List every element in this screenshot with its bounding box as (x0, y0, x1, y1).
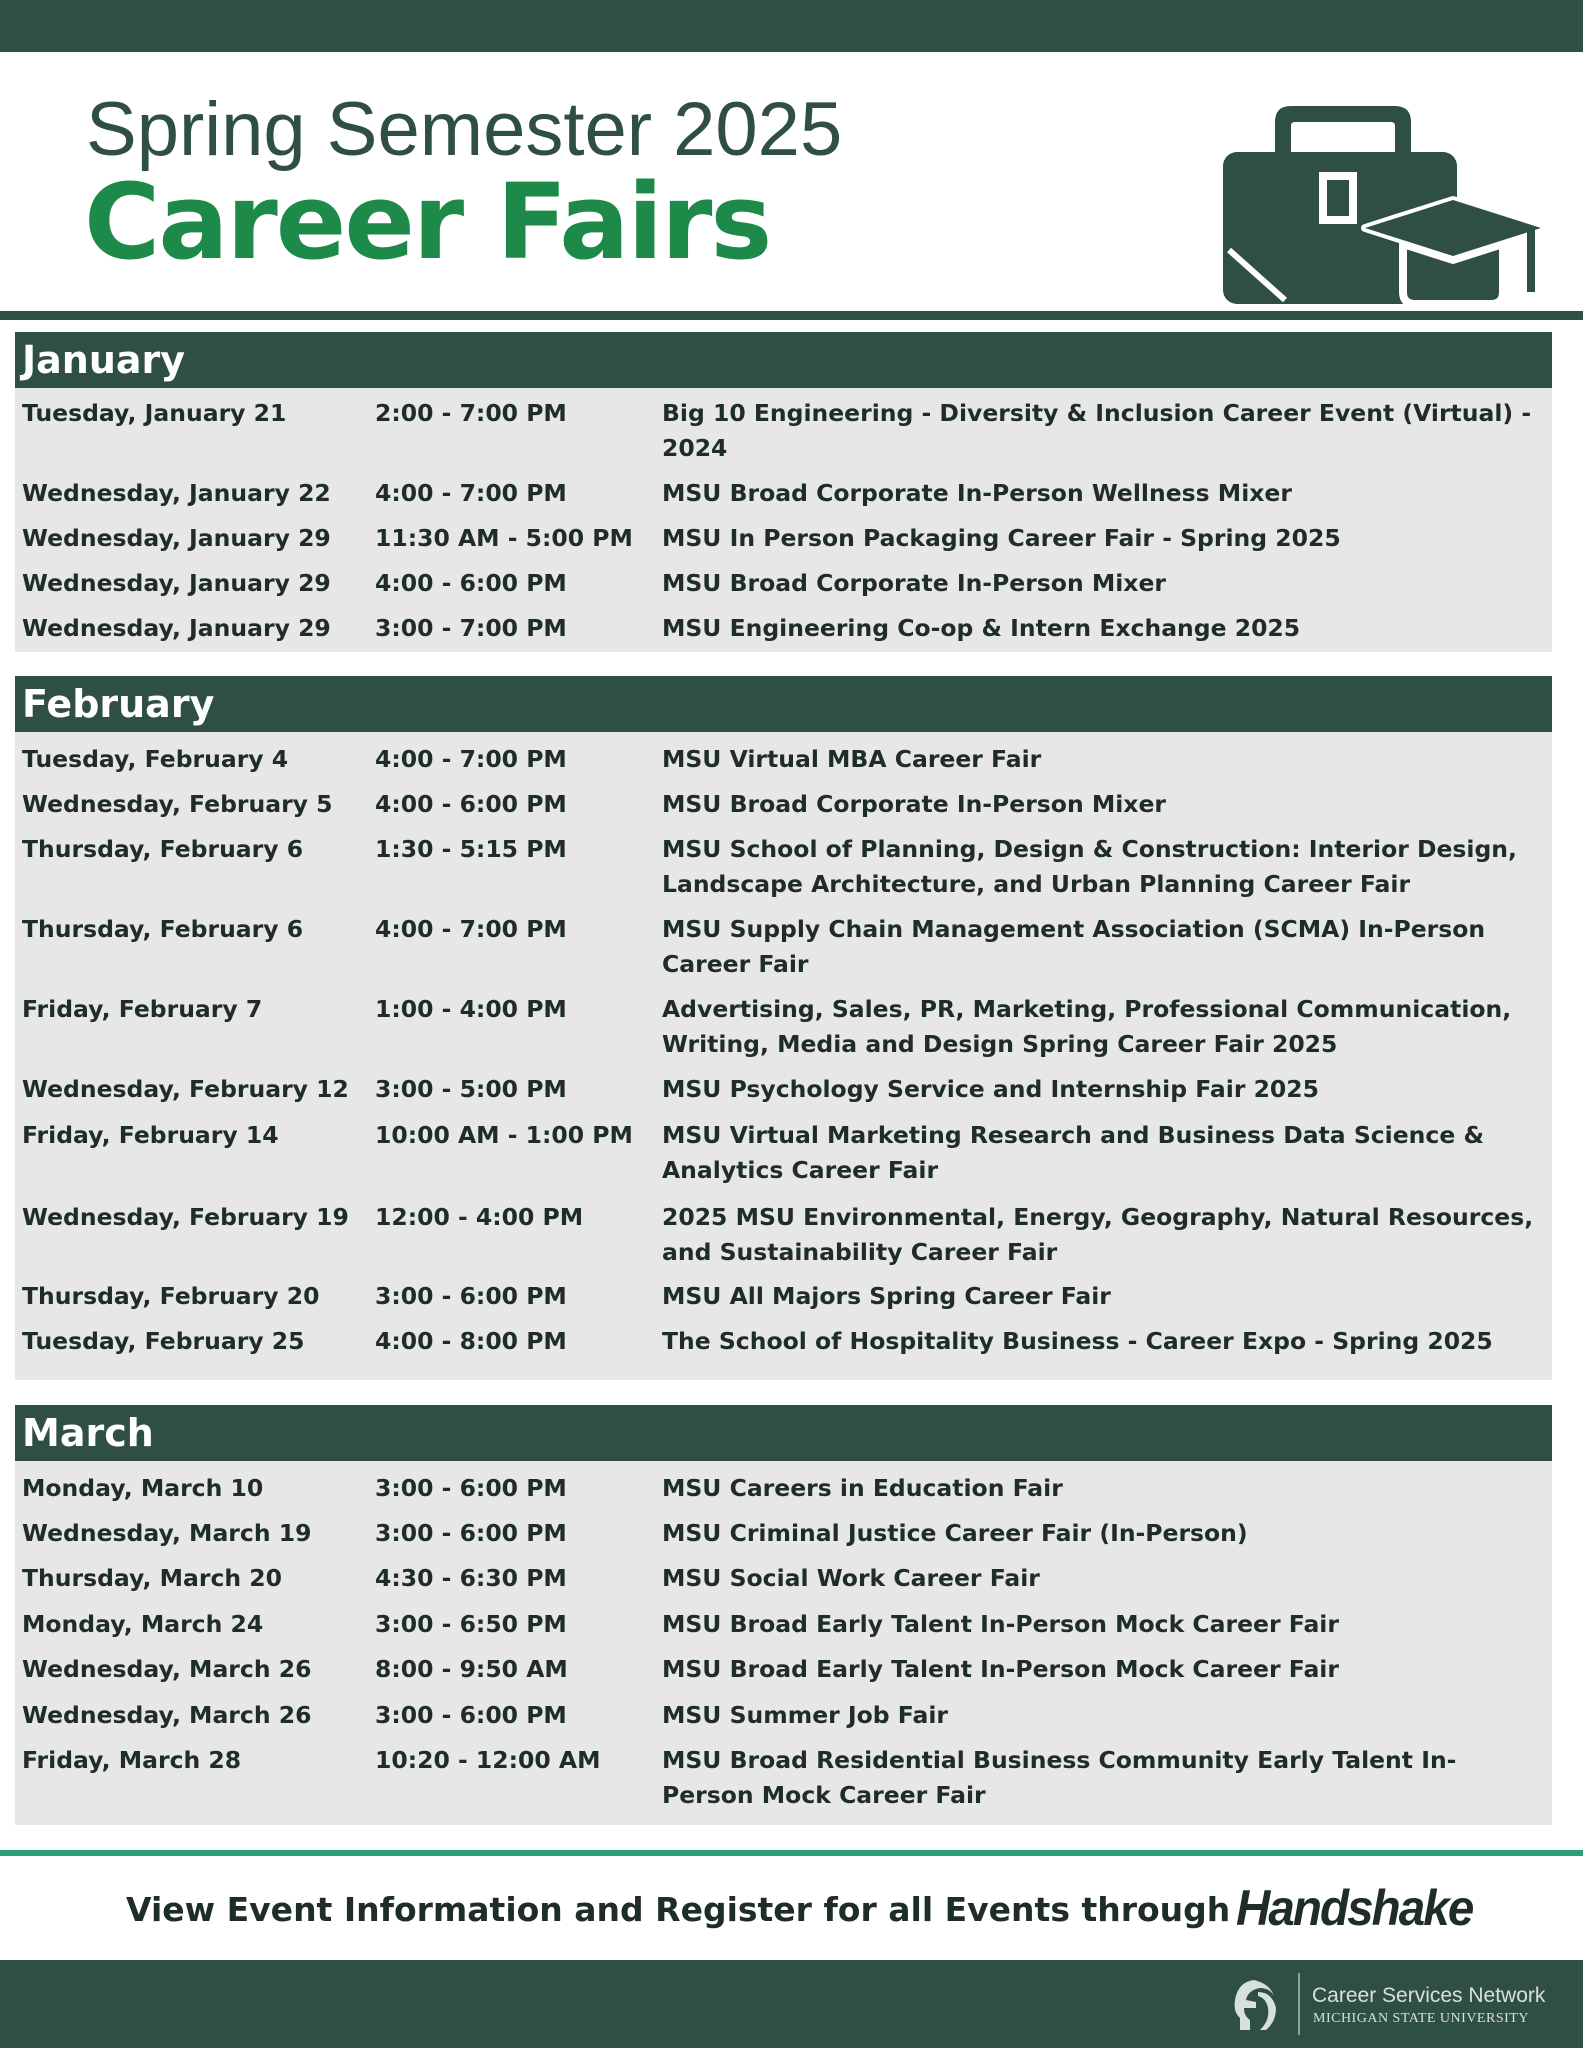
footer-divider (1298, 1973, 1300, 2035)
event-name: MSU Supply Chain Management Association (SCMA) In-Person Career Fair (662, 915, 1486, 978)
event-name: MSU School of Planning, Design & Construction: Interior Design, Landscape Architecture, and Urban Planning Career Fair (662, 835, 1517, 898)
event-name: Advertising, Sales, PR, Marketing, Professional Communication, Writing, Media and Design Spring Career Fair 2025 (662, 995, 1512, 1058)
event-name: MSU All Majors Spring Career Fair (662, 1282, 1111, 1310)
event-name: MSU Social Work Career Fair (662, 1564, 1040, 1592)
event-date: Tuesday, February 25 (22, 1327, 305, 1355)
event-name: MSU Engineering Co-op & Intern Exchange 2025 (662, 614, 1301, 642)
event-time: 4:00 - 8:00 PM (375, 1327, 567, 1355)
month-heading: January (15, 332, 1552, 388)
register-cta-text: View Event Information and Register for all Events through (126, 1890, 1231, 1929)
event-date: Wednesday, March 26 (22, 1701, 312, 1729)
event-name: MSU Broad Early Talent In-Person Mock Career Fair (662, 1610, 1339, 1638)
event-name: MSU Virtual MBA Career Fair (662, 745, 1042, 773)
event-date: Monday, March 24 (22, 1610, 264, 1638)
spartan-helmet-icon (1230, 1978, 1280, 2034)
event-name: MSU Broad Corporate In-Person Mixer (662, 790, 1166, 818)
event-date: Thursday, March 20 (22, 1564, 283, 1592)
title-career-fairs: Career Fairs (84, 161, 771, 283)
event-time: 4:30 - 6:30 PM (375, 1564, 567, 1592)
event-date: Thursday, February 6 (22, 835, 304, 863)
top-bar (0, 0, 1583, 52)
event-date: Wednesday, February 12 (22, 1075, 349, 1103)
footer-rule (0, 1850, 1583, 1856)
event-time: 3:00 - 5:00 PM (375, 1075, 567, 1103)
event-date: Thursday, February 20 (22, 1282, 320, 1310)
event-date: Friday, February 14 (22, 1121, 279, 1149)
month-heading: March (15, 1405, 1552, 1461)
event-time: 4:00 - 6:00 PM (375, 790, 567, 818)
event-name: MSU Psychology Service and Internship Fair 2025 (662, 1075, 1319, 1103)
event-time: 10:20 - 12:00 AM (375, 1746, 601, 1774)
event-time: 1:30 - 5:15 PM (375, 835, 567, 863)
event-time: 12:00 - 4:00 PM (375, 1203, 584, 1231)
event-date: Friday, February 7 (22, 995, 263, 1023)
event-time: 4:00 - 7:00 PM (375, 479, 567, 507)
title-semester: Spring Semester 2025 (86, 87, 843, 172)
event-time: 3:00 - 6:00 PM (375, 1519, 567, 1547)
university-name: MICHIGAN STATE UNIVERSITY (1313, 2011, 1529, 2026)
event-date: Monday, March 10 (22, 1474, 264, 1502)
event-time: 3:00 - 6:00 PM (375, 1282, 567, 1310)
briefcase-icon (1215, 100, 1545, 310)
event-name: The School of Hospitality Business - Career Expo - Spring 2025 (662, 1327, 1493, 1355)
event-name: MSU Broad Corporate In-Person Wellness Mixer (662, 479, 1292, 507)
event-time: 3:00 - 6:00 PM (375, 1474, 567, 1502)
event-date: Thursday, February 6 (22, 915, 304, 943)
event-date: Wednesday, January 29 (22, 524, 331, 552)
section-march (15, 1405, 1552, 1825)
event-date: Wednesday, January 29 (22, 614, 331, 642)
event-name: Big 10 Engineering - Diversity & Inclusion Career Event (Virtual) - 2024 (662, 399, 1532, 462)
event-name: 2025 MSU Environmental, Energy, Geography, Natural Resources, and Sustainability Career Fair (662, 1203, 1534, 1266)
event-name: MSU Criminal Justice Career Fair (In-Person) (662, 1519, 1248, 1547)
section-january (15, 332, 1552, 652)
event-date: Wednesday, February 5 (22, 790, 333, 818)
career-services-name: Career Services Network (1312, 1984, 1546, 2007)
event-date: Tuesday, January 21 (22, 399, 287, 427)
event-date: Wednesday, March 26 (22, 1655, 312, 1683)
event-time: 3:00 - 7:00 PM (375, 614, 567, 642)
event-date: Tuesday, February 4 (22, 745, 289, 773)
event-time: 2:00 - 7:00 PM (375, 399, 567, 427)
month-heading: February (15, 676, 1552, 732)
event-name: MSU In Person Packaging Career Fair - Spring 2025 (662, 524, 1341, 552)
event-date: Wednesday, January 29 (22, 569, 331, 597)
event-name: MSU Broad Residential Business Community Early Talent In-Person Mock Career Fair (662, 1746, 1457, 1809)
section-february (15, 676, 1552, 1380)
event-date: Wednesday, February 19 (22, 1203, 349, 1231)
event-time: 10:00 AM - 1:00 PM (375, 1121, 633, 1149)
event-date: Wednesday, March 19 (22, 1519, 312, 1547)
event-time: 3:00 - 6:50 PM (375, 1610, 567, 1638)
event-date: Wednesday, January 22 (22, 479, 331, 507)
event-time: 3:00 - 6:00 PM (375, 1701, 567, 1729)
event-time: 4:00 - 7:00 PM (375, 915, 567, 943)
event-name: MSU Careers in Education Fair (662, 1474, 1063, 1502)
header-rule (0, 311, 1583, 320)
event-time: 11:30 AM - 5:00 PM (375, 524, 633, 552)
event-name: MSU Broad Early Talent In-Person Mock Career Fair (662, 1655, 1339, 1683)
event-date: Friday, March 28 (22, 1746, 242, 1774)
handshake-logo[interactable]: Handshake (1236, 1880, 1473, 1936)
event-time: 4:00 - 6:00 PM (375, 569, 567, 597)
event-name: MSU Broad Corporate In-Person Mixer (662, 569, 1166, 597)
event-name: MSU Virtual Marketing Research and Business Data Science & Analytics Career Fair (662, 1121, 1484, 1184)
event-name: MSU Summer Job Fair (662, 1701, 948, 1729)
event-time: 4:00 - 7:00 PM (375, 745, 567, 773)
event-time: 1:00 - 4:00 PM (375, 995, 567, 1023)
event-time: 8:00 - 9:50 AM (375, 1655, 568, 1683)
